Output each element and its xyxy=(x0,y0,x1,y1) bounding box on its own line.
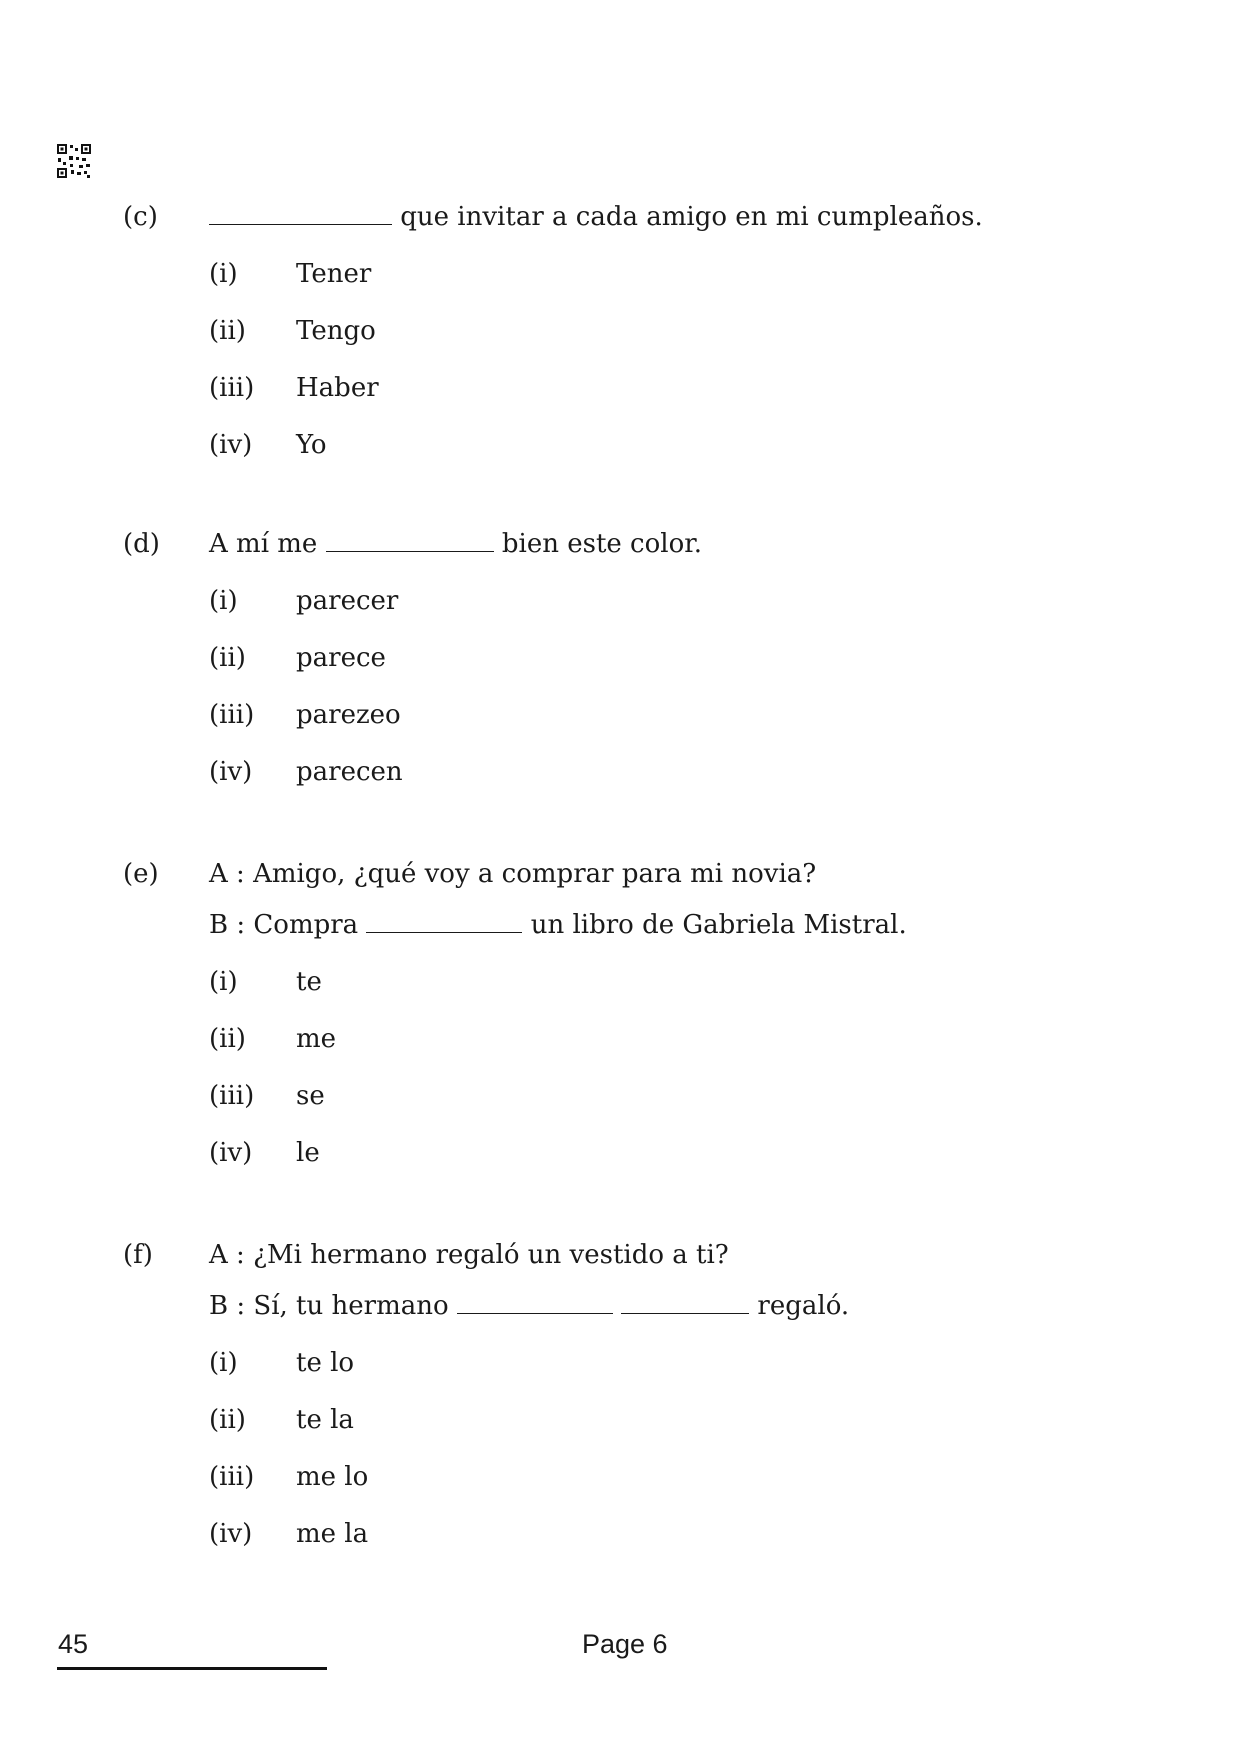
question-text-after: regaló. xyxy=(749,1291,850,1321)
answer-blank[interactable] xyxy=(366,912,522,933)
option-text[interactable]: te la xyxy=(296,1405,354,1435)
blank-separator xyxy=(613,1291,621,1321)
option-number: (iii) xyxy=(209,1462,255,1492)
qr-code-icon xyxy=(57,144,91,178)
option-number: (iii) xyxy=(209,1081,255,1111)
option-text[interactable]: se xyxy=(296,1081,325,1111)
option-text[interactable]: Haber xyxy=(296,373,379,403)
option-number: (iv) xyxy=(209,757,253,787)
page-number: Page 6 xyxy=(582,1629,668,1659)
question-label: (c) xyxy=(123,202,158,232)
option-text[interactable]: Tener xyxy=(296,259,372,289)
dialogue-line-a: A : Amigo, ¿qué voy a comprar para mi novia? xyxy=(209,859,817,889)
footer-divider xyxy=(57,1667,327,1670)
question-label: (d) xyxy=(123,529,160,559)
question-text xyxy=(209,201,983,233)
option-text[interactable]: me xyxy=(296,1024,337,1054)
option-number: (ii) xyxy=(209,1405,246,1435)
answer-blank-1[interactable] xyxy=(457,1293,613,1314)
option-number: (i) xyxy=(209,967,238,997)
option-number: (ii) xyxy=(209,316,246,346)
question-text-before: A mí me xyxy=(209,529,326,559)
answer-blank-2[interactable] xyxy=(621,1293,749,1314)
option-text[interactable]: me la xyxy=(296,1519,369,1549)
question-text-after: que invitar a cada amigo en mi cumpleaños. xyxy=(392,202,983,232)
option-number: (iii) xyxy=(209,700,255,730)
option-number: (ii) xyxy=(209,1024,246,1054)
question-label: (f) xyxy=(123,1240,153,1270)
question-text-after: bien este color. xyxy=(493,529,703,559)
option-text[interactable]: parecer xyxy=(296,586,399,616)
option-text[interactable]: me lo xyxy=(296,1462,369,1492)
option-text[interactable]: parecen xyxy=(296,757,403,787)
option-number: (iv) xyxy=(209,1138,253,1168)
question-text-before: B : Compra xyxy=(209,910,367,940)
question-label: (e) xyxy=(123,859,159,889)
answer-blank[interactable] xyxy=(326,531,494,552)
dialogue-line-b xyxy=(209,1290,849,1322)
option-number: (i) xyxy=(209,586,238,616)
option-number: (ii) xyxy=(209,643,246,673)
option-text[interactable]: te xyxy=(296,967,322,997)
question-text-after: un libro de Gabriela Mistral. xyxy=(522,910,907,940)
option-number: (iv) xyxy=(209,430,253,460)
option-text[interactable]: parezeo xyxy=(296,700,401,730)
option-text[interactable]: Tengo xyxy=(296,316,376,346)
option-number: (iii) xyxy=(209,373,255,403)
dialogue-line-b xyxy=(209,909,907,941)
answer-blank[interactable] xyxy=(209,204,392,225)
option-number: (i) xyxy=(209,1348,238,1378)
footer-number: 45 xyxy=(58,1629,89,1659)
option-text[interactable]: le xyxy=(296,1138,320,1168)
option-text[interactable]: Yo xyxy=(296,430,327,460)
question-text xyxy=(209,528,702,560)
option-number: (iv) xyxy=(209,1519,253,1549)
option-number: (i) xyxy=(209,259,238,289)
question-text-before: B : Sí, tu hermano xyxy=(209,1291,457,1321)
option-text[interactable]: te lo xyxy=(296,1348,355,1378)
dialogue-line-a: A : ¿Mi hermano regaló un vestido a ti? xyxy=(209,1240,729,1270)
option-text[interactable]: parece xyxy=(296,643,386,673)
